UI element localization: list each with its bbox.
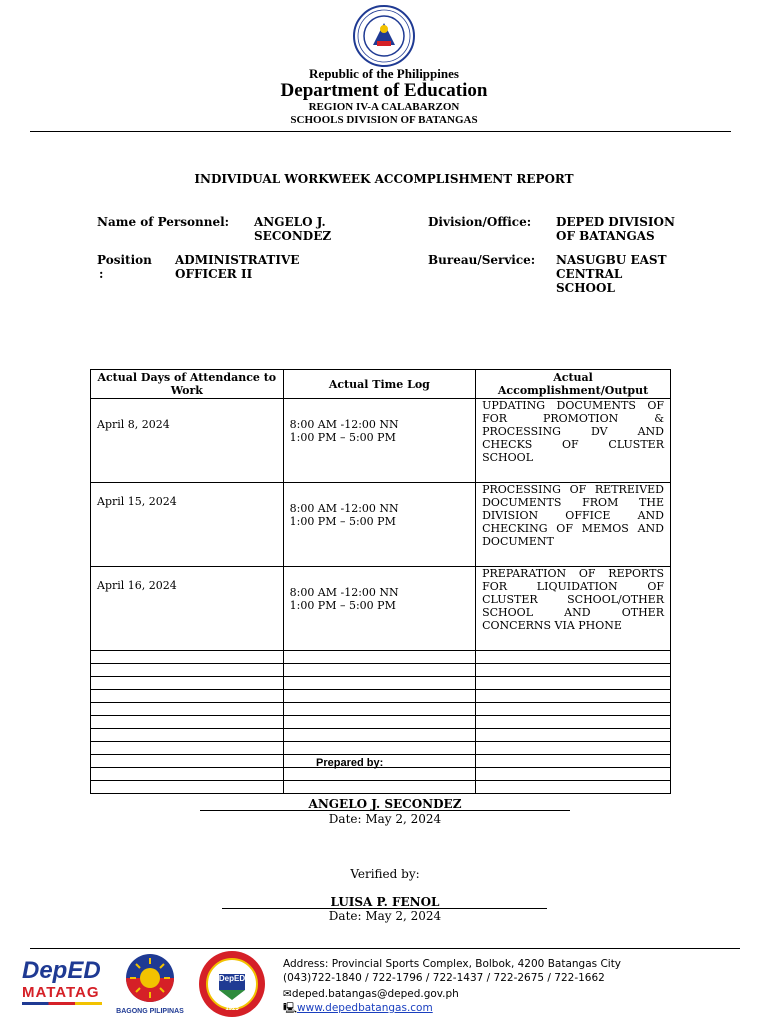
table-row (91, 483, 671, 567)
blank-row (91, 716, 671, 729)
table-header-row (91, 370, 671, 399)
division-value-line1: DEPED DIVISION (556, 215, 675, 229)
cell-time (283, 399, 476, 483)
computer-icon: 🖳 (283, 1002, 298, 1014)
position-value-line1: ADMINISTRATIVE (175, 253, 300, 267)
verified-by-name: LUISA P. FENOL (330, 895, 440, 909)
accomplishment-table (90, 369, 671, 794)
email-icon: ✉ (283, 988, 292, 1000)
position-label-colon: : (99, 267, 104, 281)
division-value-line2: OF BATANGAS (556, 229, 655, 243)
blank-row (91, 677, 671, 690)
blank-row (91, 651, 671, 664)
name-value-line2: SECONDEZ (254, 229, 332, 243)
footer-website-row (283, 1000, 433, 1016)
cell-output: PROCESSING OF RETREIVED DOCUMENTS FROM THE DIVISION OFFICE AND CHECKING OF MEMOS AND DOCUMENT (476, 483, 671, 567)
deped-wordmark: DepED (22, 957, 101, 984)
table-row (91, 399, 671, 483)
prepared-date: Date: May 2, 2024 (328, 812, 442, 826)
division-seal-text: DepED (218, 974, 246, 983)
bagong-pilipinas-emblem-icon (110, 952, 190, 1004)
deped-seal-logo (339, 5, 429, 67)
prepared-signature-line (200, 810, 570, 811)
time-am: 8:00 AM -12:00 NN (289, 418, 399, 431)
time-pm: 1:00 PM – 5:00 PM (289, 431, 396, 444)
name-label: Name of Personnel: (97, 215, 230, 229)
cell-output: PREPARATION OF REPORTS FOR LIQUIDATION OF CLUSTER SCHOOL/OTHER SCHOOL AND OTHER CONCERNS VIA PHONE (476, 567, 671, 651)
blank-row (91, 703, 671, 716)
time-am: 8:00 AM -12:00 NN (289, 586, 399, 599)
blank-row (91, 729, 671, 742)
footer-address: Address: Provincial Sports Complex, Bolbok, 4200 Batangas City (283, 958, 622, 970)
position-value-line2: OFFICER II (175, 267, 253, 281)
position-label: Position (97, 253, 152, 267)
bureau-value-line3: SCHOOL (556, 281, 615, 295)
time-am: 8:00 AM -12:00 NN (289, 502, 399, 515)
verified-date: Date: May 2, 2024 (328, 909, 442, 923)
division-seal-year: 1925 (225, 1006, 239, 1012)
table-row (91, 567, 671, 651)
region-heading: REGION IV-A CALABARZON (308, 101, 460, 113)
bagong-pilipinas-logo (110, 952, 190, 1016)
republic-heading: Republic of the Philippines (309, 66, 459, 81)
bureau-label: Bureau/Service: (428, 253, 536, 267)
blank-row (91, 781, 671, 794)
blank-row (91, 768, 671, 781)
matatag-stripe (22, 1002, 102, 1005)
header-time-log: Actual Time Log (283, 370, 476, 399)
cell-time (283, 483, 476, 567)
blank-row (91, 664, 671, 677)
footer-website-link[interactable]: www.depedbatangas.com (297, 1002, 433, 1014)
footer-phones: (043)722-1840 / 722-1796 / 722-1437 / 722-2675 / 722-1662 (283, 972, 605, 984)
bagong-pilipinas-label: BAGONG PILIPINAS (116, 1008, 184, 1015)
report-title: INDIVIDUAL WORKWEEK ACCOMPLISHMENT REPORT (194, 172, 574, 186)
matatag-wordmark: MATATAG (22, 984, 100, 1001)
deped-matatag-logo (22, 958, 104, 1014)
department-heading: Department of Education (280, 80, 488, 101)
division-label: Division/Office: (428, 215, 532, 229)
bureau-value-line1: NASUGBU EAST (556, 253, 667, 267)
footer-email: deped.batangas@deped.gov.ph (291, 988, 459, 1000)
prepared-by-label: Prepared by: (316, 757, 384, 769)
cell-time (283, 567, 476, 651)
name-value-line1: ANGELO J. (254, 215, 326, 229)
footer-divider (30, 948, 740, 949)
cell-date: April 8, 2024 (91, 399, 284, 483)
time-pm: 1:00 PM – 5:00 PM (289, 599, 396, 612)
blank-row (91, 742, 671, 755)
header-days: Actual Days of Attendance to Work (91, 370, 284, 399)
cell-output: UPDATING DOCUMENTS OF FOR PROMOTION & PROCESSING DV AND CHECKS OF CLUSTER SCHOOL (476, 399, 671, 483)
bureau-value-line2: CENTRAL (556, 267, 623, 281)
cell-date: April 16, 2024 (91, 567, 284, 651)
header-accomplishment: Actual Accomplishment/Output (476, 370, 671, 399)
blank-row (91, 690, 671, 703)
prepared-by-name: ANGELO J. SECONDEZ (308, 797, 462, 811)
verified-by-label: Verified by: (350, 867, 420, 881)
time-pm: 1:00 PM – 5:00 PM (289, 515, 396, 528)
cell-date: April 15, 2024 (91, 483, 284, 567)
division-heading: SCHOOLS DIVISION OF BATANGAS (290, 114, 478, 126)
schools-division-batangas-seal (196, 950, 268, 1018)
header-divider (30, 131, 731, 132)
